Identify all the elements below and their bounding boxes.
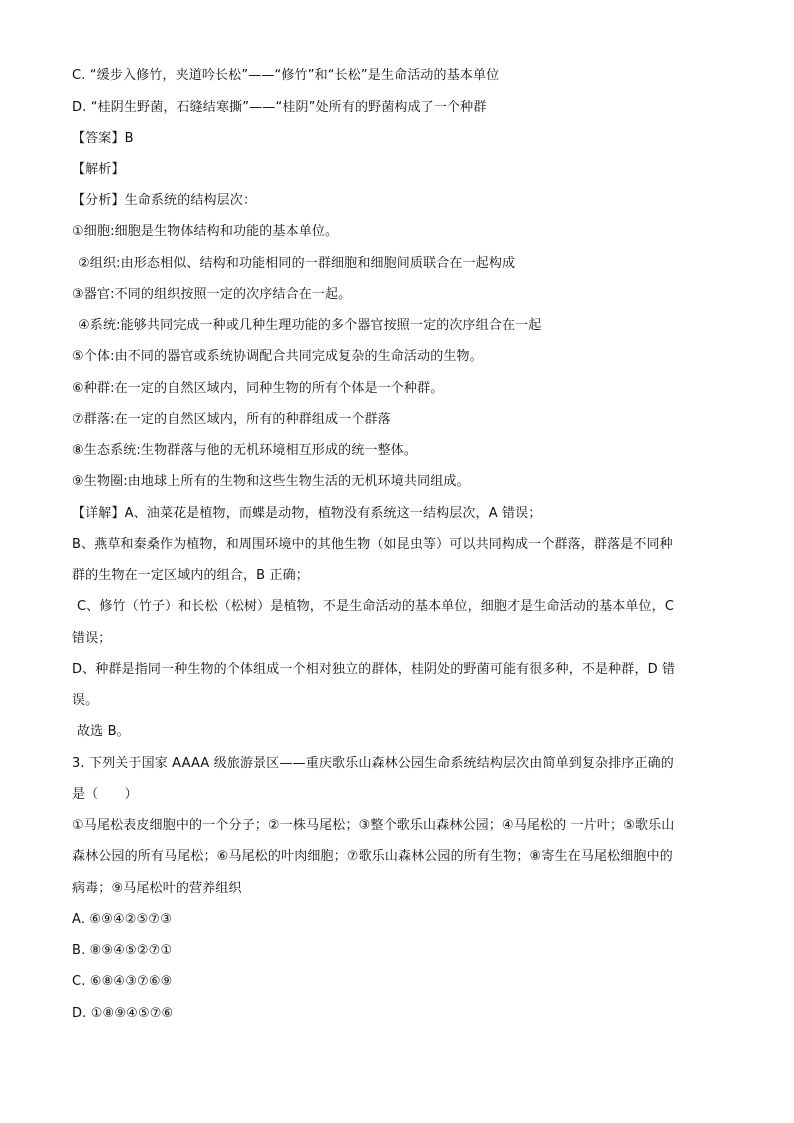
level-organ: ③器官:不同的组织按照一定的次序结合在一起。 <box>72 287 352 302</box>
option-d-line: D. “桂阴生野菌，石缝结寒撕”——“桂阴”处所有的野菌构成了一个种群 <box>72 100 487 115</box>
question-3-option-d: D. ①⑧⑨④⑤⑦⑥ <box>72 1006 174 1021</box>
detail-b-line2: 群的生物在一定区域内的组合，B 正确； <box>72 568 309 583</box>
level-ecosystem: ⑧生态系统:生物群落与他的无机环境相互形成的统一整体。 <box>72 443 418 458</box>
detail-c-line2: 错误； <box>72 631 112 646</box>
level-tissue: ②组织:由形态相似、结构和功能相同的一群细胞和细胞间质联合在一起构成 <box>78 256 516 271</box>
option-c-line: C. “缓步入修竹，夹道吟长松”——“修竹”和“长松”是生命活动的基本单位 <box>72 68 500 83</box>
question-3-stem-line2: 是（ ） <box>72 787 138 802</box>
answer-line: 【答案】B <box>72 131 134 146</box>
level-cell: ①细胞:细胞是生物体结构和功能的基本单位。 <box>72 224 339 239</box>
detail-b-line1: B、燕草和秦桑作为植物，和周围环境中的其他生物（如昆虫等）可以共同构成一个群落，群落是不同种 <box>72 537 673 552</box>
question-3-items-line3: 病毒；⑨马尾松叶的营养组织 <box>72 881 242 896</box>
level-individual: ⑤个体:由不同的器官或系统协调配合共同完成复杂的生命活动的生物。 <box>72 349 483 364</box>
detail-a: 【详解】A、油菜花是植物，而蝶是动物，植物没有系统这一结构层次，A 错误； <box>72 506 542 521</box>
question-3-option-b: B. ⑧⑨④⑤②⑦① <box>72 943 173 958</box>
question-3-option-c: C. ⑥⑧④③⑦⑥⑨ <box>72 974 173 989</box>
level-community: ⑦群落:在一定的自然区域内，所有的种群组成一个群落 <box>72 412 391 427</box>
level-system: ④系统:能够共同完成一种或几种生理功能的多个器官按照一定的次序组合在一起 <box>78 318 542 333</box>
analysis-intro: 【分析】生命系统的结构层次： <box>72 193 257 208</box>
question-3-stem-line1: 3. 下列关于国家 AAAA 级旅游景区——重庆歌乐山森林公园生命系统结构层次由简单到复杂排序正确的 <box>72 756 674 771</box>
level-population: ⑥种群:在一定的自然区域内，同种生物的所有个体是一个种群。 <box>72 381 444 396</box>
detail-d-line2: 误。 <box>72 693 99 708</box>
analysis-heading: 【解析】 <box>72 162 125 177</box>
question-3-items-line2: 森林公园的所有马尾松；⑥马尾松的叶肉细胞；⑦歌乐山森林公园的所有生物；⑧寄生在马尾松细胞中的 <box>72 849 673 864</box>
question-3-option-a: A. ⑥⑨④②⑤⑦③ <box>72 912 173 927</box>
question-3-items-line1: ①马尾松表皮细胞中的一个分子；②一株马尾松；③整个歌乐山森林公园；④马尾松的 一片叶；⑤歌乐山 <box>72 818 675 833</box>
detail-c-line1: C、修竹（竹子）和长松（松树）是植物，不是生命活动的基本单位，细胞才是生命活动的基本单位，C <box>77 599 675 614</box>
level-biosphere: ⑨生物圈:由地球上所有的生物和这些生物生活的无机环境共同组成。 <box>72 474 470 489</box>
detail-d-line1: D、种群是指同一种生物的个体组成一个相对独立的群体，桂阴处的野菌可能有很多种，不是种群，D 错 <box>72 662 676 677</box>
conclusion: 故选 B。 <box>77 724 130 739</box>
